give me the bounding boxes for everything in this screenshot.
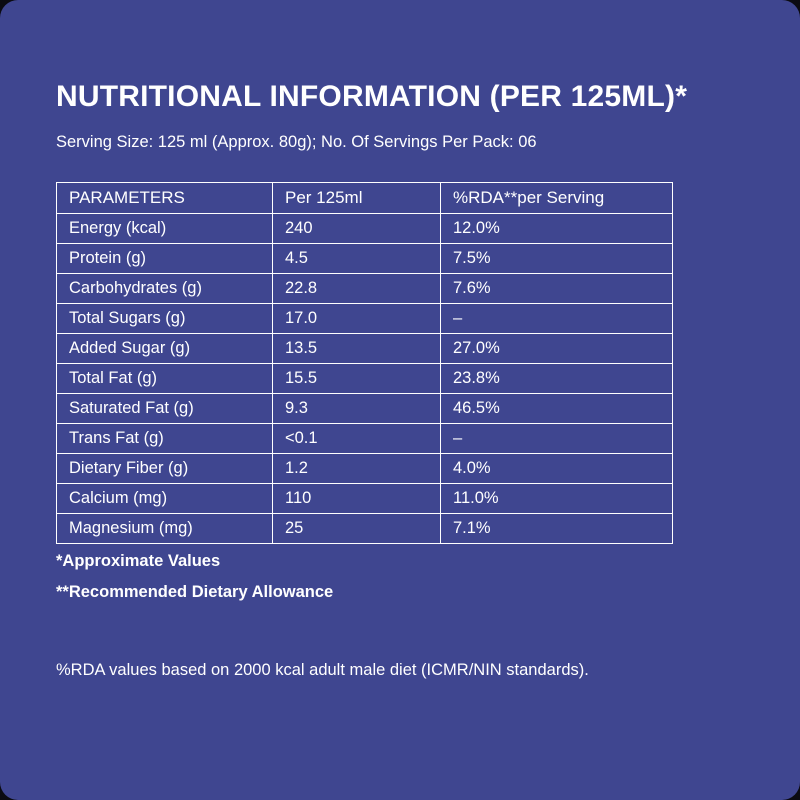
cell-amount: 240 (273, 214, 441, 244)
page-title: NUTRITIONAL INFORMATION (PER 125ML)* (56, 80, 688, 113)
cell-parameter: Added Sugar (g) (57, 334, 273, 364)
table-row (57, 244, 673, 274)
cell-amount: 17.0 (273, 304, 441, 334)
cell-amount: <0.1 (273, 424, 441, 454)
cell-amount: 25 (273, 514, 441, 544)
cell-parameter: Saturated Fat (g) (57, 394, 273, 424)
cell-parameter: Trans Fat (g) (57, 424, 273, 454)
cell-rda: 27.0% (441, 334, 673, 364)
nutrition-content (56, 0, 760, 800)
footnote-rda-basis: %RDA values based on 2000 kcal adult male diet (ICMR/NIN standards). (56, 661, 589, 679)
cell-rda: 7.5% (441, 244, 673, 274)
cell-parameter: Protein (g) (57, 244, 273, 274)
table-row (57, 364, 673, 394)
cell-parameter: Calcium (mg) (57, 484, 273, 514)
cell-parameter: Carbohydrates (g) (57, 274, 273, 304)
cell-parameter: Energy (kcal) (57, 214, 273, 244)
cell-rda: 23.8% (441, 364, 673, 394)
cell-amount: 9.3 (273, 394, 441, 424)
nutrition-table (56, 182, 673, 544)
cell-amount: 22.8 (273, 274, 441, 304)
cell-parameter: Dietary Fiber (g) (57, 454, 273, 484)
cell-amount: 13.5 (273, 334, 441, 364)
table-row (57, 274, 673, 304)
table-row (57, 484, 673, 514)
table-row (57, 394, 673, 424)
table-header-row (57, 183, 673, 214)
note-rda-definition: **Recommended Dietary Allowance (56, 583, 334, 601)
cell-rda: 7.6% (441, 274, 673, 304)
column-header-per-serving: Per 125ml (273, 183, 441, 214)
cell-amount: 15.5 (273, 364, 441, 394)
cell-amount: 4.5 (273, 244, 441, 274)
table-row (57, 304, 673, 334)
table-row (57, 214, 673, 244)
cell-rda: – (441, 424, 673, 454)
cell-rda: 46.5% (441, 394, 673, 424)
cell-rda: 7.1% (441, 514, 673, 544)
table-body (57, 214, 673, 544)
serving-size-line: Serving Size: 125 ml (Approx. 80g); No. Of Servings Per Pack: 06 (56, 133, 537, 151)
cell-parameter: Total Fat (g) (57, 364, 273, 394)
note-approximate-values: *Approximate Values (56, 552, 221, 570)
table-row (57, 514, 673, 544)
cell-amount: 110 (273, 484, 441, 514)
cell-rda: 4.0% (441, 454, 673, 484)
table-row (57, 454, 673, 484)
cell-rda: – (441, 304, 673, 334)
column-header-rda: %RDA**per Serving (441, 183, 673, 214)
table-row (57, 424, 673, 454)
cell-rda: 12.0% (441, 214, 673, 244)
cell-rda: 11.0% (441, 484, 673, 514)
cell-parameter: Total Sugars (g) (57, 304, 273, 334)
cell-amount: 1.2 (273, 454, 441, 484)
column-header-parameters: PARAMETERS (57, 183, 273, 214)
table-header (57, 183, 673, 214)
cell-parameter: Magnesium (mg) (57, 514, 273, 544)
table-row (57, 334, 673, 364)
